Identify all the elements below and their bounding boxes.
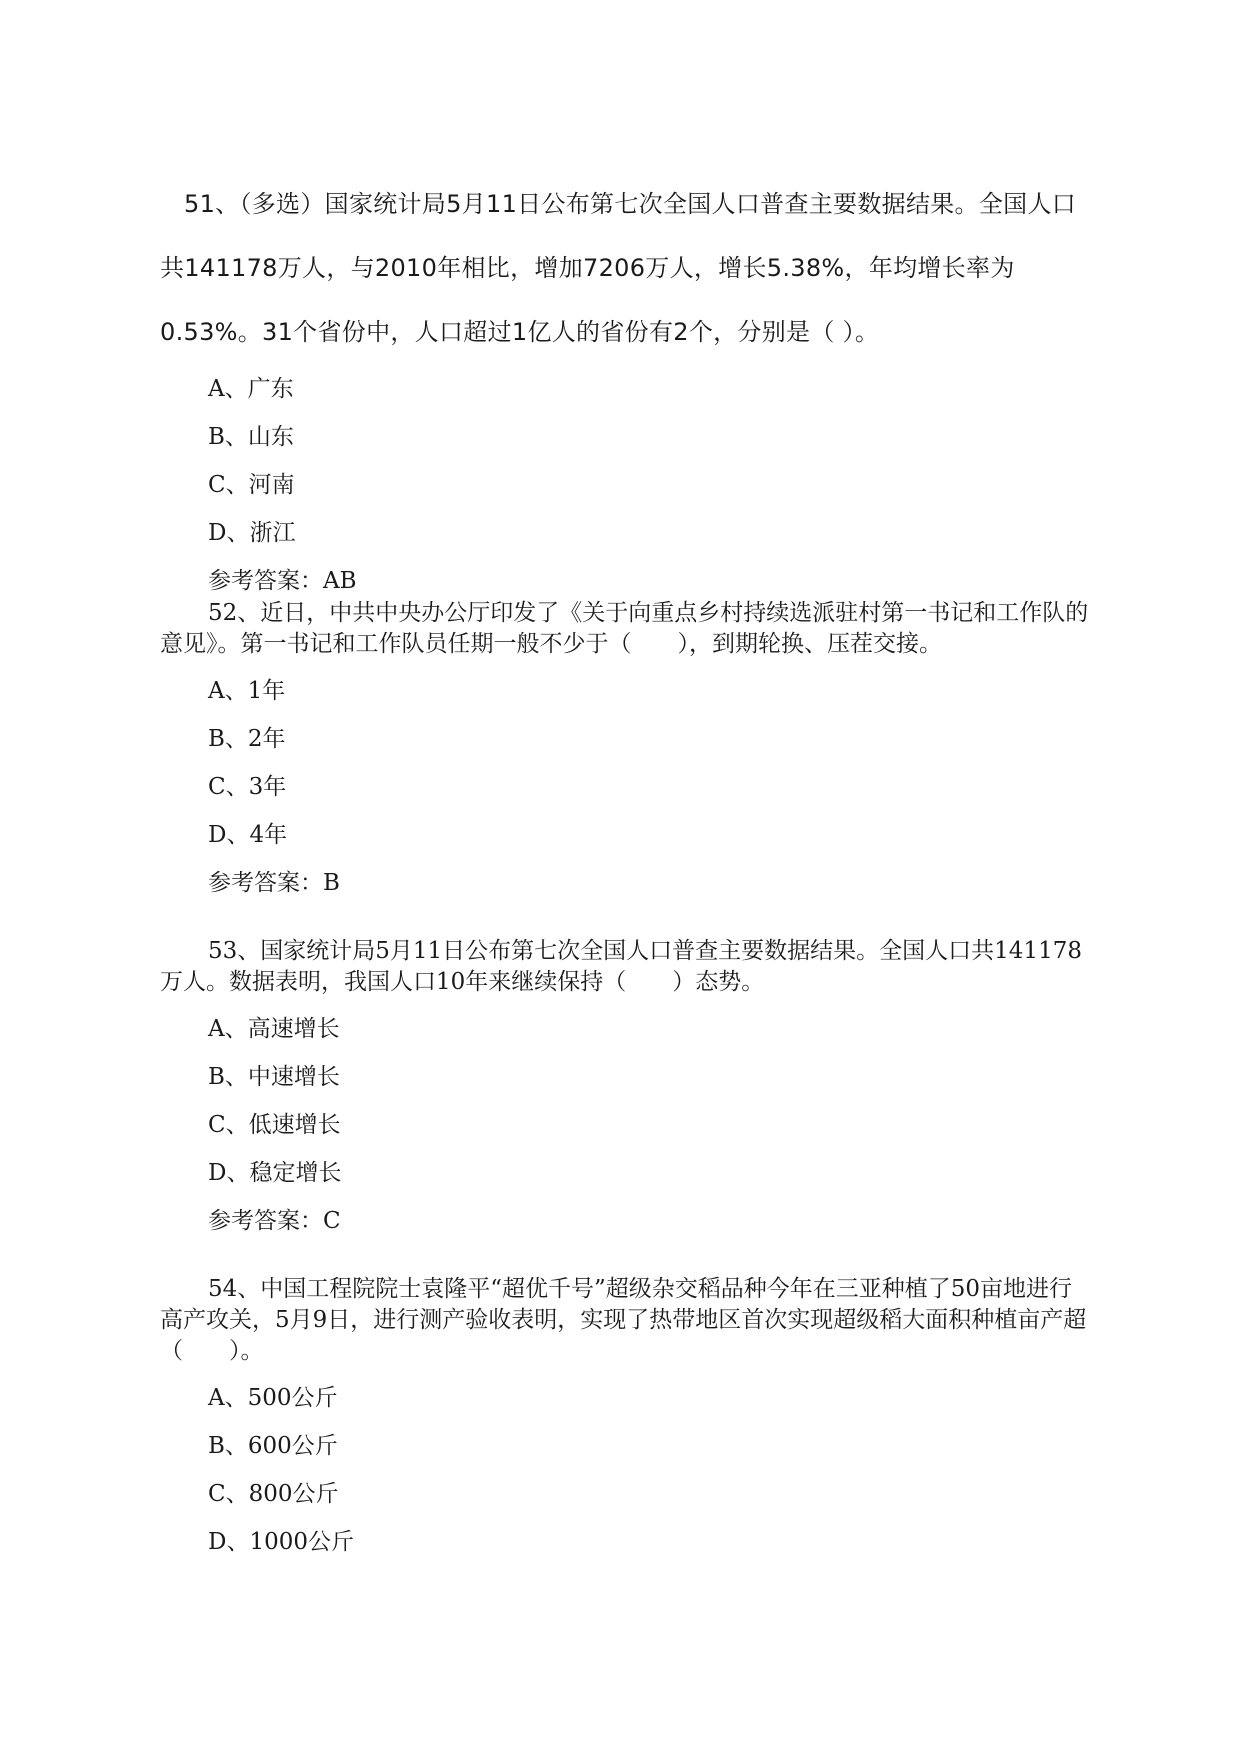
option-b: B、600公斤 bbox=[208, 1433, 338, 1459]
question-text: 52、近日，中共中央办公厅印发了《关于向重点乡村持续选派驻村第一书记和工作队的意见》。第一书记和工作队员任期一般不少于（ ），到期轮换、压茬交接。 bbox=[160, 600, 1089, 657]
answer: 参考答案：C bbox=[208, 1208, 341, 1234]
option-c: C、3年 bbox=[208, 774, 287, 800]
answer: 参考答案：B bbox=[208, 870, 340, 896]
question-51-options bbox=[160, 372, 1090, 612]
option-a: A、广东 bbox=[208, 376, 294, 402]
option-c: C、河南 bbox=[208, 472, 295, 498]
option-d: D、稳定增长 bbox=[208, 1160, 342, 1186]
question-51 bbox=[160, 172, 1090, 364]
option-b: B、中速增长 bbox=[208, 1064, 340, 1090]
option-a: A、1年 bbox=[208, 678, 286, 704]
option-c: C、低速增长 bbox=[208, 1112, 341, 1138]
question-text: 51、（多选）国家统计局5月11日公布第七次全国人口普查主要数据结果。全国人口共141178万人，与2010年相比，增加7206万人，增长5.38%，年均增长率为0.53%。31个省份中，人口超过1亿人的省份有2个，分别是（ ）。 bbox=[160, 190, 1077, 346]
option-b: B、2年 bbox=[208, 726, 286, 752]
option-b: B、山东 bbox=[208, 424, 294, 450]
option-a: A、高速增长 bbox=[208, 1016, 340, 1042]
option-d: D、浙江 bbox=[208, 520, 296, 546]
question-text: 53、国家统计局5月11日公布第七次全国人口普查主要数据结果。全国人口共141178万人。数据表明，我国人口10年来继续保持（ ）态势。 bbox=[160, 938, 1082, 995]
question-53 bbox=[160, 936, 1090, 1252]
question-52 bbox=[160, 598, 1090, 914]
option-d: D、1000公斤 bbox=[208, 1529, 354, 1555]
option-d: D、4年 bbox=[208, 822, 288, 848]
question-text: 54、中国工程院院士袁隆平“超优千号”超级杂交稻品种今年在三亚种植了50亩地进行高产攻关，5月9日，进行测产验收表明，实现了热带地区首次实现超级稻大面积种植亩产超（ ）。 bbox=[160, 1276, 1087, 1364]
option-a: A、500公斤 bbox=[208, 1385, 338, 1411]
question-54 bbox=[160, 1274, 1090, 1573]
answer: 参考答案：AB bbox=[208, 568, 357, 594]
option-c: C、800公斤 bbox=[208, 1481, 339, 1507]
